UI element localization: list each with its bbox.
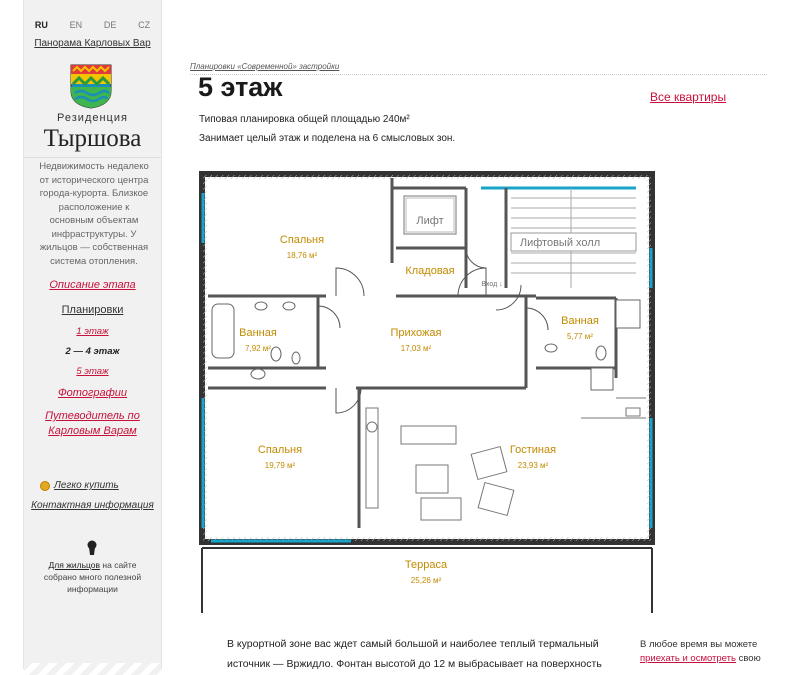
nav-stage-description[interactable]: Описание этапа [49, 279, 136, 291]
room-bedroom2-area: 19,79 м² [264, 461, 296, 470]
room-bath2: Ванная [561, 315, 599, 327]
room-bath2-area: 5,77 м² [567, 332, 593, 341]
breadcrumb[interactable]: Планировки «Современной» застройки [190, 62, 340, 71]
entrance-label: Вход ↓ [481, 281, 503, 288]
room-bedroom1: Спальня [279, 234, 325, 246]
lang-en[interactable]: EN [69, 20, 83, 30]
easy-buy-link[interactable] [40, 480, 150, 491]
room-bedroom1-area: 18,76 м² [286, 251, 318, 260]
nav-photos[interactable]: Фотографии [57, 387, 128, 399]
page-title: 5 этаж [198, 72, 283, 102]
room-terrace: Терраса [404, 559, 448, 571]
lead-area: Типовая планировка общей площадью 240м² [199, 114, 410, 125]
lang-ru[interactable]: RU [34, 20, 48, 30]
residence-name: Тыршова [43, 125, 142, 152]
contacts-link[interactable]: Контактная информация [31, 500, 154, 511]
sidebar [23, 0, 162, 669]
room-storage: Кладовая [405, 265, 455, 277]
easy-buy-label: Легко купить [54, 480, 119, 491]
residents-note [32, 559, 153, 595]
residents-link[interactable]: Для жильцов [48, 560, 101, 570]
room-bedroom2: Спальня [257, 444, 303, 456]
nav-floor-5[interactable]: 5 этаж [76, 366, 109, 377]
panorama-link[interactable]: Панорама Карловых Вар [34, 38, 151, 49]
language-switcher [24, 20, 161, 30]
nav-floor-2-4[interactable]: 2 — 4 этаж [65, 346, 120, 357]
room-living-area: 23,93 м² [517, 461, 549, 470]
room-bath1: Ванная [239, 327, 277, 339]
room-hall-area: 17,03 м² [400, 344, 432, 353]
floor-plan [196, 168, 658, 620]
room-lift-hall: Лифтовый холл [519, 237, 601, 249]
nav-layouts[interactable]: Планировки [61, 304, 124, 316]
aside-tail: свою [735, 653, 761, 664]
room-lift: Лифт [416, 215, 444, 227]
sidebar-divider [24, 157, 161, 158]
lead-zones: Занимает целый этаж и поделена на 6 смысловых зон. [199, 133, 456, 144]
room-terrace-area: 25,26 м² [410, 576, 442, 585]
room-hall: Прихожая [390, 327, 442, 339]
coin-icon [40, 481, 50, 491]
keyhole-icon [85, 540, 99, 556]
room-bath1-area: 7,92 м² [245, 344, 271, 353]
nav-guide[interactable]: Путеводитель по Карловым Варам [45, 410, 140, 437]
aside-text: В любое время вы можете [640, 639, 758, 650]
lang-cz[interactable]: CZ [138, 20, 151, 30]
body-text: В курортной зоне вас ждет самый большой и наиболее теплый термальный источник — Вржидло. Фонтан высотой до 12 м выбрасывает на поверхность [227, 638, 602, 670]
visit-aside [640, 638, 790, 666]
lang-de[interactable]: DE [103, 20, 117, 30]
coat-of-arms-logo[interactable] [69, 63, 113, 109]
room-living: Гостиная [509, 444, 557, 456]
nav-floor-1[interactable]: 1 этаж [76, 326, 109, 337]
visit-link[interactable]: приехать и осмотреть [640, 653, 736, 664]
sidebar-description: Недвижимость недалеко от исторического центра города-курорта. Близкое расположение к основным объектам инфраструктуры. У жильцов — собственная система отопления. [39, 161, 149, 267]
residence-caption: Резиденция [57, 112, 128, 124]
residents-text: на сайте собрано много полезной информации [43, 560, 142, 594]
all-apartments-link[interactable]: Все квартиры [650, 90, 727, 104]
